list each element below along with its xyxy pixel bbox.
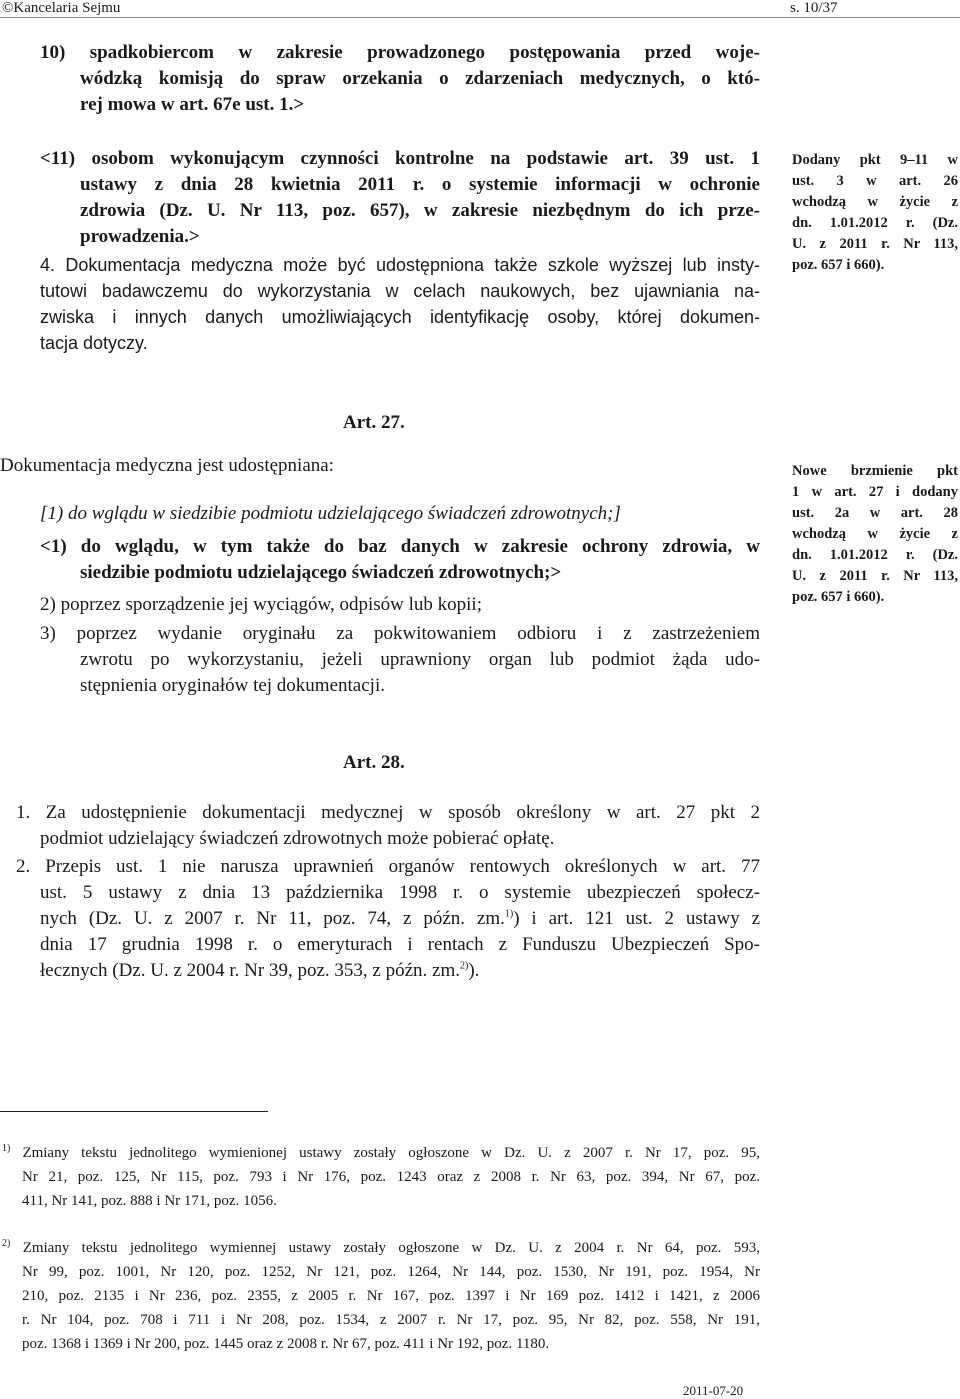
header-page-number: s. 10/37 [790,0,838,16]
footnote-1: $^{1)}$ Zmiany tekstu jednolitego wymienionej ustawy zostały ogłoszone w Dz. U. z 2007 r. Nr 17, poz. 95, Nr 21, poz. 125, Nr 115, poz. 793 i Nr 176, poz. 1243 oraz z 2008 r. Nr 63, poz. 394, Nr 67, poz. 411, Nr 141, poz. 888 i Nr 171, poz. 1056. [2,1143,760,1209]
item-11: <11) osobom wykonującym czynności kontrolne na podstawie art. 39 ust. 1 ustawy z dnia 28 kwietnia 2011 r. o systemie informacji w ochronie zdrowia (Dz. U. Nr 113, poz. 657), w zakresie niezbędnym do ich prze- prowadzenia.> [40,148,760,247]
article-28-ust-1: 1. Za udostępnienie dokumentacji medycznej w sposób określony w art. 27 pkt 2 podmiot udzielający świadczeń zdrowotnych może pobierać opłatę. [16,802,760,849]
item-10: 10) spadkobiercom w zakresie prowadzonego postępowania przed woje- wódzką komisją do spraw orzekania o zdarzeniach medycznych, o któ- rej mowa w art. 67e ust. 1.> [40,42,760,115]
footer-date: 2011-07-20 [683,1383,744,1398]
article-27-intro: Dokumentacja medyczna jest udostępniana: [0,455,334,476]
footnote-2: $^{2)}$ Zmiany tekstu jednolitego wymiennej ustawy zostały ogłoszone w Dz. U. z 2004 r. Nr 64, poz. 593, Nr 99, poz. 1001, Nr 120, poz. 1252, Nr 121, poz. 1264, Nr 144, poz. 1530, Nr 191, poz. 1954, Nr 210, poz. 2135 i Nr 236, poz. 2355, z 2005 r. Nr 167, poz. 1397 i Nr 169 poz. 1412 i 1421, z 2006 r. Nr 104, poz. 708 i 711 i Nr 208, poz. 1534, z 2007 r. Nr 17, poz. 95, Nr 82, poz. 558, Nr 191, poz. 1368 i 1369 i Nr 200, poz. 1445 oraz z 2008 r. Nr 67, poz. 411 i Nr 192, poz. 1180. [2,1238,761,1352]
footnote-ref-2[interactable]: 2) [460,960,469,972]
footnote-divider [0,1111,268,1112]
article-27-new-point-1: <1) do wglądu, w tym także do baz danych w zakresie ochrony zdrowia, w siedzibie podmiotu udzielającego świadczeń zdrowotnych;> [40,536,760,583]
article-27-point-2: 2) poprzez sporządzenie jej wyciągów, odpisów lub kopii; [40,594,482,615]
paragraph-4: 4. Dokumentacja medyczna może być udostępniona także szkole wyższej lub insty- tutowi badawczemu do wykorzystania w celach naukowych, bez ujawniania na- zwiska i innych danych umożliwiających identyfikację osoby, której dokumen- tacja dotyczy. [40,255,760,353]
footnote-ref-1[interactable]: 1) [504,908,514,920]
header-source: ©Kancelaria Sejmu [2,0,121,16]
article-27-old-point-1: [1) do wglądu w siedzibie podmiotu udzielającego świadczeń zdrowotnych;] [40,503,621,524]
article-27-title: Art. 27. [343,412,405,433]
article-28-title: Art. 28. [343,752,405,773]
margin-note-new-wording: Nowe brzmienie pkt 1 w art. 27 i dodany ust. 2a w art. 28 wchodzą w życie z dn. 1.01.2012 r. (Dz. U. z 2011 r. Nr 113, poz. 657 i 660). [792,463,958,605]
article-28-ust-2: 2. Przepis ust. 1 nie narusza uprawnień organów rentowych określonych w art. 77 ust. 5 ustawy z dnia 13 października 1998 r. o systemie ubezpieczeń społecz- nych (Dz. U. z 2007 r. Nr 11, poz. 74, z późn. zm.$^{1)}$) i art. 121 ust. 2 ustawy z dnia 17 grudnia 1998 r. o emeryturach i rentach z Funduszu Ubezpieczeń Spo- łecznych (Dz. U. z 2004 r. Nr 39, poz. 353, z późn. zm.$^{2)}$). [16,856,761,981]
margin-note-added-points: Dodany pkt 9–11 w ust. 3 w art. 26 wchodzą w życie z dn. 1.01.2012 r. (Dz. U. z 2011 r. Nr 113, poz. 657 i 660). [792,152,958,273]
article-27-point-3: 3) poprzez wydanie oryginału za pokwitowaniem odbioru i z zastrzeżeniem zwrotu po wykorzystaniu, jeżeli uprawniony organ lub podmiot żąda udo- stępnienia oryginałów tej dokumentacji. [40,623,760,696]
header-divider [0,17,960,18]
